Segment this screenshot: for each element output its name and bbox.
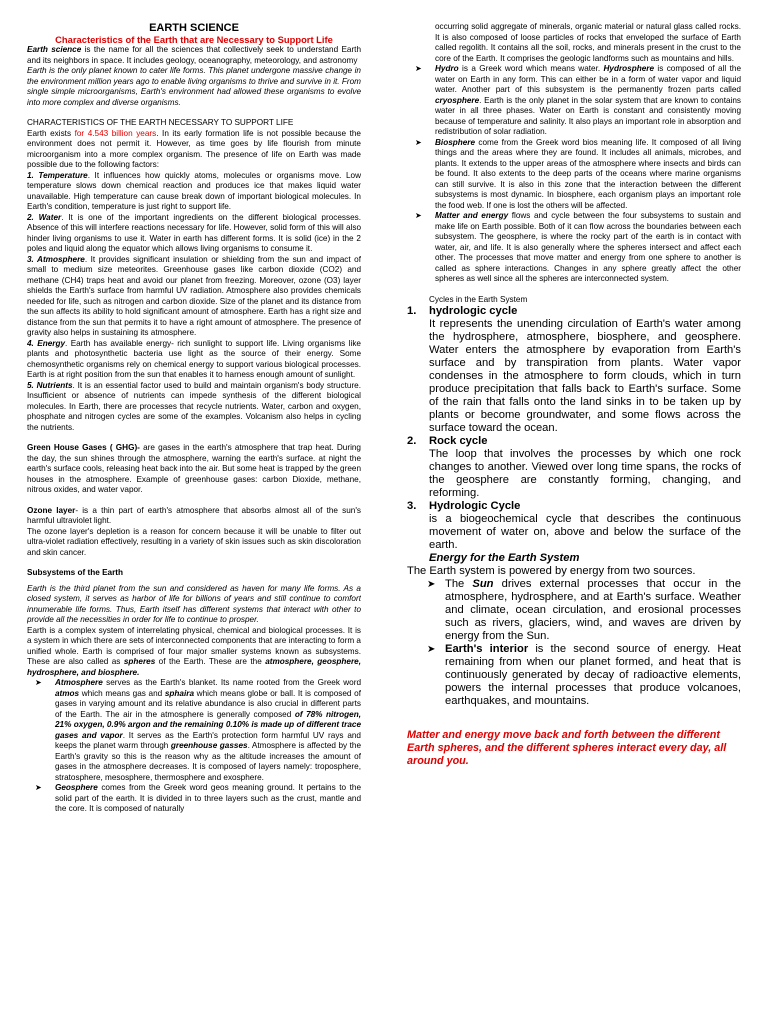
geosphere-bullet: ➤ Geosphere comes from the Greek word geos meaning ground. It pertains to the solid part of the earth. It is divided in to three layers such as the crust, mantle and the core. It is composed of naturally	[35, 783, 361, 813]
factor-temperature: 1. Temperature. It influences how quickly atoms, molecules or organisms move. Low temperature slows down chemical reaction and produces ice that makes liquid water unavailable. High temperature can cause break down of important biological molecules. In Earth's condition, temperature is just right to support life.	[27, 170, 361, 211]
cycles-list	[407, 305, 741, 708]
factor-atmosphere: 3. Atmosphere. It provides significant insulation or shielding from the sun and impact of small to medium size meteorites. Greenhouse gases like carbon dioxide (CO2) and methane (CH4) traps heat and avoid our planet from freezing. Moreover, ozone (O3) layer shields the Earth's surface from harmful UV radiation. Atmosphere also provides chemicals needed for life, such as nitrogen and carbon dioxide. Size of the planet and its distance from the sun affects its ability to hold significant amount of atmosphere. Earth has a right size and distance from the sun that permits it to have a right amount of atmosphere. The presence of gravity also helps in sustaining its atmosphere.	[27, 254, 361, 337]
arrow-bullet-icon: ➤	[35, 783, 42, 792]
closing-statement: Matter and energy move back and forth between the different Earth spheres, and the different spheres interact every day, all around you.	[407, 728, 727, 767]
arrow-bullet-icon: ➤	[415, 64, 422, 73]
factor-energy: 4. Energy. Earth has available energy- rich sunlight to support life. Living organisms like plants and photosynthetic bacteria use light as the source of their energy. Some chemosynthetic organisms rely on chemical energy to support various biological processes. Earth is at right position from the sun that enables it to harness enough amount of sunlight.	[27, 338, 361, 379]
cycle-text-2: The loop that involves the processes by which one rock changes to another. Viewed over long time spans, the rocks of the geosphere are constantly forming, changing, and reforming.	[429, 448, 741, 499]
right-column	[407, 22, 741, 1020]
energy-heading: Energy for the Earth System	[429, 552, 580, 564]
arrow-bullet-icon: ➤	[415, 137, 422, 147]
cycle-text-1: It represents the unending circulation of Earth's water among the hydrosphere, atmosphere, biosphere, and geosphere. Water enters the atmosphere by evaporation from Earth's surface and by transpiration from plants. Water vapor condenses in the atmosphere to form clouds, which in turn produce precipitation that falls back to Earth's surface. Some of the rain that falls onto the land sinks in to be taken up by plants or become groundwater, and some flows across the surface toward the ocean.	[429, 318, 741, 434]
subsystems-italic: Earth is the third planet from the sun and considered as haven for many life forms. As a closed system, it serves as harbor of life for billions of years and still continue to comfort innumerable life forms. Thus, Earth itself has different systems that interact with other to provide all the necessities in order for life to continue to prosper.	[27, 583, 361, 624]
hydrosphere-bullet: ➤ Hydro is a Greek word which means water. Hydrosphere is composed of all the water on Earth in any form. This can either be in a form of water vapor and liquid water. Another part of this subsystem is the permanently frozen parts called cryosphere. Earth is the only planet in the solar system that are known to contains water in all three phases. Water on Earth is constant and consistently moving because of temperature and salinity. It also plays an important role in absorption and redistribution of solar radiation.	[415, 64, 741, 136]
biosphere-bullet: ➤ Biosphere come from the Greek word bios meaning life. It composed of all living things and the areas where they are found. It includes all animals, microbes, and plants. It extends to the upper areas of the atmosphere where insects and birds can be found. It also extents to the deep parts of the oceans where marine organisms can still survive. It is also in this zone that the interaction between the different subsystems is most dynamic. In biosphere, each organism plays an important role the food web. If one is lost the others will be affected.	[415, 137, 741, 210]
left-column	[27, 22, 361, 1020]
arrow-bullet-icon: ➤	[35, 678, 42, 687]
interior-bullet: ➤ Earth's interior is the second source of energy. Heat remaining from when our planet formed, and heat that is continuously generated by decay of radioactive elements, powers the internal processes that produce volcanoes, earthquakes, and mountains.	[427, 643, 741, 707]
atmosphere-bullet: ➤ Atmosphere serves as the Earth's blanket. Its name rooted from the Greek word atmos which means gas and sphaira which means globe or ball. It is composed of gases in varying amount and its relative abundance is also crucial in different parts of the Earth. The air in the atmosphere is generally composed of 78% nitrogen, 21% oxygen, 0.9% argon and the remaining 0.10% is made up of different trace gases and vapor. It serves as the Earth's protection form harmful UV rays and keeps the planet warm through greenhouse gasses. Atmosphere is affected by the Earth's gravity so this is the reason why as the altitude increases the amount of gases in the atmosphere decreases. It is composed of layers namely: troposphere, stratosphere, mesosphere, thermosphere and exosphere.	[35, 678, 361, 782]
arrow-bullet-icon: ➤	[427, 579, 436, 590]
arrow-bullet-icon: ➤	[427, 644, 436, 655]
cycle-text-3: is a biogeochemical cycle that describes the continuous movement of water on, above and below the surface of the earth.	[429, 513, 741, 551]
factor-water: 2. Water. It is one of the important ingredients on the different biological processes. Absence of this will interfere reactions necessary for life. However, solid form of this will also hinder living organisms to use it. Water in earth has different forms. It is solid (ice) in the 2 poles and liquid along the equator which allows living organisms to consume it.	[27, 212, 361, 253]
greenhouse-paragraph: Green House Gases ( GHG)- are gases in the earth's atmosphere that trap heat. During the day, the sun shines through the atmosphere, warning the earth's surface. at night the earth's surface cools, releasing heat back into the air. But some heat is trapped by the green houses in the atmosphere. Example of greenhouse gases: carbon Dioxide, methane, nitrous oxides, and water vapor.	[27, 443, 361, 494]
intro-paragraph: Earth science is the name for all the sciences that collectively seek to understand Earth and its neighbors in space. It includes geology, oceanography, meteorology, and astronomy	[27, 45, 361, 65]
cycle-item-3: 3. Hydrologic Cycle	[407, 500, 521, 512]
matter-energy-bullet: ➤ Matter and energy flows and cycle between the four subsystems to sustain and make life on Earth possible. Both of it can flow across the boundaries between each subsystem. The geosphere, is where the rocky part of the earth is in contact with water, air, and life. It is also generally where the spheres intersect and affect each other. The processes that move matter and energy from one sphere to another is called as sphere interactions. Changes in any sphere greatly affect the other spheres as well since all the spheres are interconnected system.	[415, 211, 741, 283]
page-subtitle: Characteristics of the Earth that are Necessary to Support Life	[55, 34, 333, 45]
arrow-bullet-icon: ➤	[415, 211, 422, 220]
cycles-heading: Cycles in the Earth System	[429, 294, 528, 304]
factor-nutrients: 5. Nutrients. It is an essential factor used to build and maintain organism's body structure. Insufficient or absence of nutrients can impede synthesis of the different biological molecules. In Earth, there are processes that recycle nutrients. Water, carbon and oxygen, phosphate and nitrogen cycles are some of the examples. Volcanism also helps in cycling the nutrients.	[27, 380, 361, 432]
complex-system-paragraph: Earth is a complex system of interrelating physical, chemical and biological processes. It is a system in which there are sets of interconnected components that are interacting to form a unified whole. Earth is comprised of four major smaller systems known as subsystems. These are also called as spheres of the Earth. These are the atmosphere, geosphere, hydrosphere, and biosphere.	[27, 625, 361, 677]
sun-bullet: ➤ The Sun drives external processes that occur in the atmosphere, hydrosphere, and at Earth's surface. Weather and climate, ocean circulation, and erosional processes such as rivers, glaciers, wind, and waves are driven by energy from the Sun.	[427, 578, 741, 642]
exists-paragraph: Earth exists for 4.543 billion years. In its early formation life is not possible because the environment does not permit it. However, as time goes by life flourish from minute microorganism into a more complex organism. The presence of life on Earth was made possible due to the following factors:	[27, 128, 361, 169]
intro-italic: Earth is the only planet known to cater life forms. This planet undergone massive change in the environment million years ago to enable living organisms to thrive and survive in it. From single simple microorganisms, Earth's environment had allowed these organisms to evolve into more complex and diverse organisms.	[27, 66, 361, 107]
cycle-item-2: 2. Rock cycle	[407, 435, 488, 447]
geosphere-continued: occurring solid aggregate of minerals, organic material or natural glass called rocks. It is also composed of loose particles of rocks that enveloped the surface of Earth called regolith. It contains all the soil, rocks, and minerals present in the crust to the core of the Earth. It comprises the geologic landforms such as mountains and hills.	[435, 22, 741, 63]
subsystems-heading: Subsystems of the Earth	[27, 568, 123, 577]
cycle-item-1: 1. hydrologic cycle	[407, 305, 518, 317]
ozone-paragraph: Ozone layer- is a thin part of earth's atmosphere that absorbs almost all of the sun's harmful ultraviolet light.	[27, 505, 361, 525]
characteristics-heading: CHARACTERISTICS OF THE EARTH NECESSARY TO SUPPORT LIFE	[27, 118, 294, 127]
ozone-depletion: The ozone layer's depletion is a reason for concern because it will be unable to filter out ultra-violet radiation effectively, resulting in a variety of skin issues such as skin discoloration and skin cancer.	[27, 526, 361, 557]
page-title: EARTH SCIENCE	[149, 22, 239, 34]
energy-intro: The Earth system is powered by energy from two sources.	[407, 565, 696, 577]
